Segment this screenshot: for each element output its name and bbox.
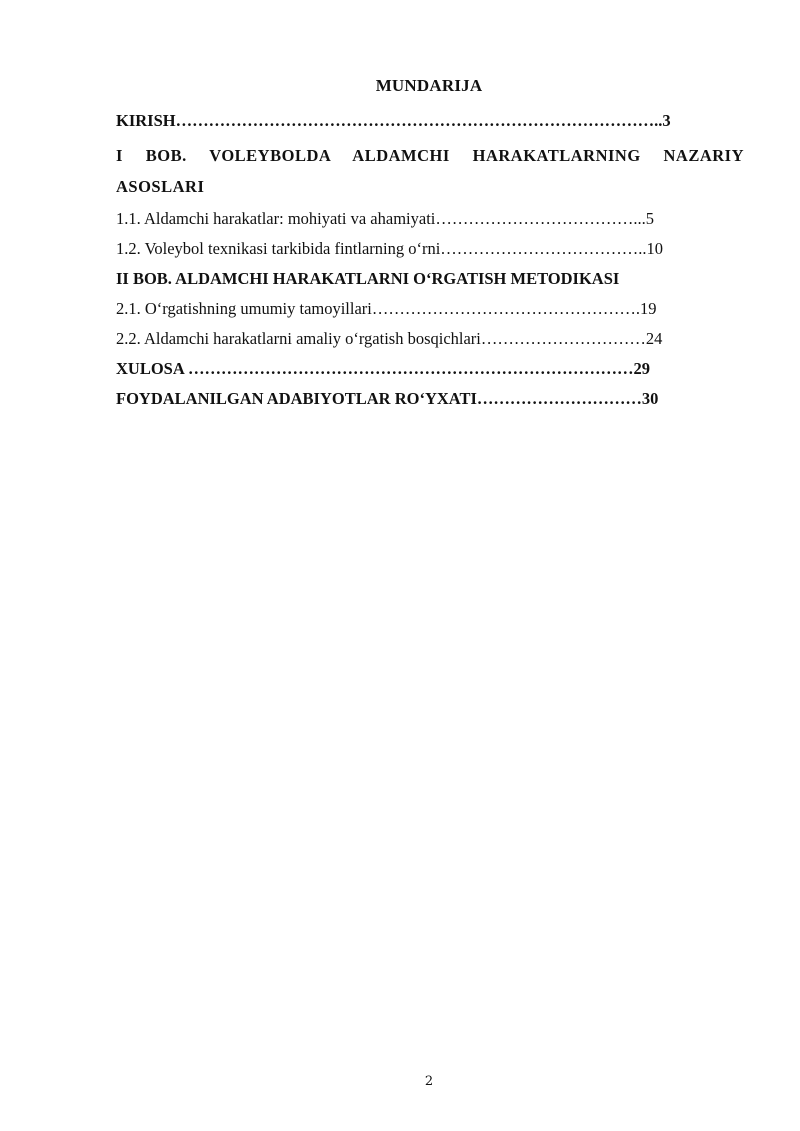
- toc-chapter-2-heading[interactable]: II BOB. ALDAMCHI HARAKATLARNI O‘RGATISH METODIKASI: [116, 269, 620, 288]
- table-of-contents: [116, 106, 744, 414]
- toc-entry-1-2[interactable]: 1.2. Voleybol texnikasi tarkibida fintlarning o‘rni………………………………..10: [116, 239, 664, 258]
- toc-entry-2-1[interactable]: 2.1. O‘rgatishning umumiy tamoyillari………………………………………….19: [116, 299, 657, 318]
- toc-entry-1-1[interactable]: 1.1. Aldamchi harakatlar: mohiyati va ahamiyati………………………………...5: [116, 209, 654, 228]
- page-title: MUNDARIJA: [375, 76, 483, 95]
- toc-entry-2-2[interactable]: 2.2. Aldamchi harakatlarni amaliy o‘rgatish bosqichlari…………………………24: [116, 329, 663, 348]
- page-number: 2: [424, 1074, 434, 1089]
- toc-entry-xulosa[interactable]: XULOSA ………………………………………………………………………29: [116, 359, 650, 378]
- toc-entry-adabiyotlar[interactable]: FOYDALANILGAN ADABIYOTLAR RO‘YXATI…………………………30: [116, 389, 659, 408]
- toc-entry-kirish[interactable]: KIRISH……………………………………………………………………………..3: [116, 111, 671, 130]
- toc-chapter-1-heading[interactable]: I BOB. VOLEYBOLDA ALDAMCHI HARAKATLARNING NAZARIY ASOSLARI: [116, 146, 744, 196]
